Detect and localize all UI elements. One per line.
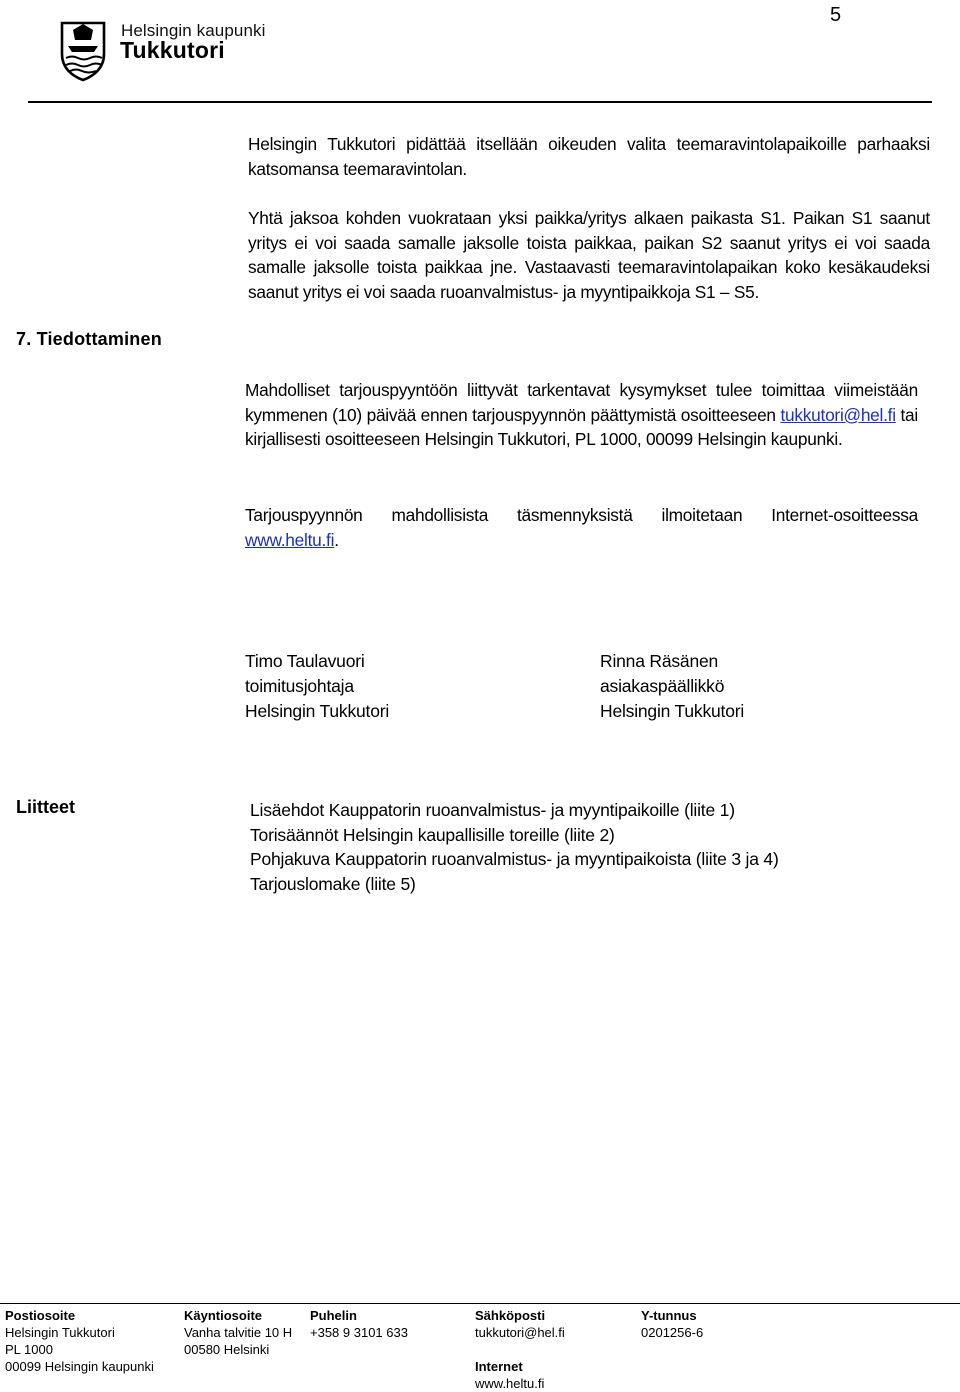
footer-line: PL 1000 xyxy=(5,1342,53,1357)
paragraph-clarifications xyxy=(245,503,918,552)
clarifications-end: . xyxy=(334,529,339,550)
logo-unit-name: Tukkutori xyxy=(120,37,225,63)
section-heading-informing: 7. Tiedottaminen xyxy=(16,329,162,349)
footer-label: Y-tunnus xyxy=(641,1308,697,1323)
signer-title: toimitusjohtaja xyxy=(245,676,354,696)
footer-line: 00099 Helsingin kaupunki xyxy=(5,1359,154,1374)
footer-label: Käyntiosoite xyxy=(184,1308,263,1323)
footer-label: Sähköposti xyxy=(475,1308,546,1323)
paragraph-rental-rules: Yhtä jaksoa kohden vuokrataan yksi paikka/yritys alkaen paikasta S1. Paikan S1 saanut yritys ei voi saada samalle jaksolle toista paikkaa, paikan S2 saanut yritys ei voi saada samalle jaksolle toista paikkaa jne. Vastaavasti teemaravintolapaikan koko kesäkaudeksi saanut yritys ei voi saada ruoanvalmistus- ja myyntipaikkoja S1 – S5. xyxy=(248,208,930,302)
footer-phone xyxy=(310,1307,408,1341)
header-divider xyxy=(28,101,932,103)
footer-label: Puhelin xyxy=(310,1308,357,1323)
footer-label: Postiosoite xyxy=(5,1308,76,1323)
questions-address-text: tai kirjallisesti osoitteeseen Helsingin Tukkutori, PL 1000, 00099 Helsingin kaupunki. xyxy=(245,404,918,449)
paragraph-questions xyxy=(245,378,918,452)
footer-line: 0201256-6 xyxy=(641,1325,704,1340)
paragraph-selection-right: Helsingin Tukkutori pidättää itsellään oikeuden valita teemaravintolapaikoille parhaaksi katsomansa teemaravintolan. xyxy=(248,134,930,179)
website-link[interactable]: www.heltu.fi xyxy=(245,529,335,550)
questions-text: Mahdolliset tarjouspyyntöön liittyvät tarkentavat kysymykset tulee toimittaa viimeistään kymmenen (10) päivää ennen tarjouspyynnön päättymistä osoitteeseen xyxy=(245,380,918,425)
attachment-item: Lisäehdot Kauppatorin ruoanvalmistus- ja myyntipaikoille (liite 1) xyxy=(250,800,735,820)
signer-title: asiakaspäällikkö xyxy=(600,676,725,696)
footer-email xyxy=(475,1307,565,1392)
footer-visiting-address xyxy=(184,1307,292,1358)
footer-line: www.heltu.fi xyxy=(475,1376,545,1391)
footer-divider xyxy=(0,1303,960,1304)
attachments-list xyxy=(250,798,779,896)
signer-name: Rinna Räsänen xyxy=(600,651,719,671)
footer-spacer xyxy=(475,1341,565,1358)
attachment-item: Tarjouslomake (liite 5) xyxy=(250,873,416,894)
footer-postal-address xyxy=(5,1307,154,1375)
signature-block xyxy=(600,649,744,724)
footer-line: Vanha talvitie 10 H xyxy=(184,1325,293,1340)
signature-block xyxy=(245,649,389,724)
attachment-item: Torisäännöt Helsingin kaupallisille toreille (liite 2) xyxy=(250,824,615,845)
footer-label: Internet xyxy=(475,1359,523,1374)
logo-city-name: Helsingin kaupunki xyxy=(121,21,266,40)
footer-line: +358 9 3101 633 xyxy=(310,1325,408,1340)
footer-line: 00580 Helsinki xyxy=(184,1342,270,1357)
footer-line: tukkutori@hel.fi xyxy=(475,1325,565,1340)
signer-organization: Helsingin Tukkutori xyxy=(600,701,745,721)
footer-line: Helsingin Tukkutori xyxy=(5,1325,115,1340)
page-number: 5 xyxy=(830,4,842,26)
attachment-item: Pohjakuva Kauppatorin ruoanvalmistus- ja myyntipaikoista (liite 3 ja 4) xyxy=(250,849,779,869)
email-link[interactable]: tukkutori@hel.fi xyxy=(780,404,896,425)
signer-name: Timo Taulavuori xyxy=(245,651,365,671)
signer-organization: Helsingin Tukkutori xyxy=(245,701,390,721)
clarifications-text: Tarjouspyynnön mahdollisista täsmennyksistä ilmoitetaan Internet-osoitteessa xyxy=(245,505,918,525)
attachments-heading: Liitteet xyxy=(16,797,76,817)
footer-business-id xyxy=(641,1307,703,1341)
helsinki-crest-icon xyxy=(58,20,108,82)
